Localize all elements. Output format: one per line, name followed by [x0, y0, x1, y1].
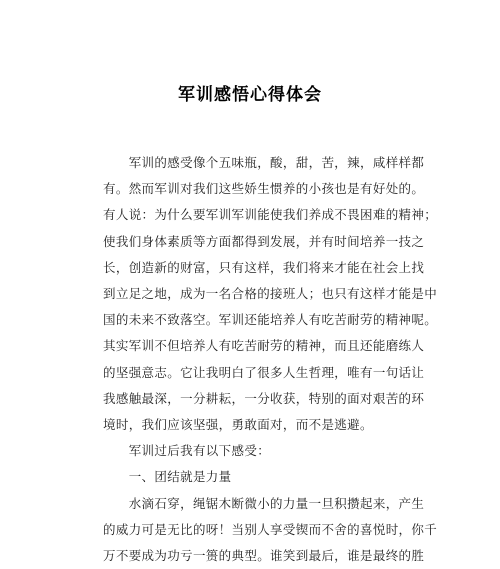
text-line: 的坚强意志。它让我明白了很多人生哲理，唯有一句话让	[103, 364, 425, 380]
text-line: 到立足之地，成为一名合格的接班人；也只有这样才能是中	[103, 286, 438, 302]
text-line: 境时，我们应该坚强，勇敢面对，而不是逃避。	[103, 417, 373, 433]
text-line: 国的未来不致落空。军训还能培养人有吃苦耐劳的精神呢。	[103, 312, 438, 328]
text-line: 军训的感受像个五味瓶，酸，甜，苦，辣，咸样样都	[103, 155, 425, 170]
text-line: 万不要成为功亏一篑的典型。谁笑到最后，谁是最终的胜	[103, 548, 425, 564]
text-line: 我感触最深，一分耕耘，一分收获，特别的面对艰苦的环	[103, 390, 425, 406]
text-line: 的威力可是无比的呀！当别人享受锲而不舍的喜悦时，你千	[103, 521, 438, 537]
document-body	[103, 150, 437, 569]
document-title: 军训感悟心得体会	[178, 85, 322, 105]
text-line: 使我们身体素质等方面都得到发展，并有时间培养一技之	[103, 233, 425, 249]
text-line: 其实军训不但培养人有吃苦耐劳的精神，而且还能磨练人	[103, 338, 425, 354]
text-line: 有。然而军训对我们这些娇生惯养的小孩也是有好处的。	[103, 181, 425, 197]
text-line: 有人说：为什么要军训军训能使我们养成不畏困难的精神；	[103, 207, 438, 223]
text-line: 长，创造新的财富，只有这样，我们将来才能在社会上找	[103, 259, 425, 275]
text-line: 水滴石穿，绳锯木断微小的力量一旦积攒起来，产生	[103, 495, 425, 511]
section-heading: 一、团结就是力量	[103, 469, 232, 485]
text-line: 军训过后我有以下感受：	[103, 443, 271, 459]
